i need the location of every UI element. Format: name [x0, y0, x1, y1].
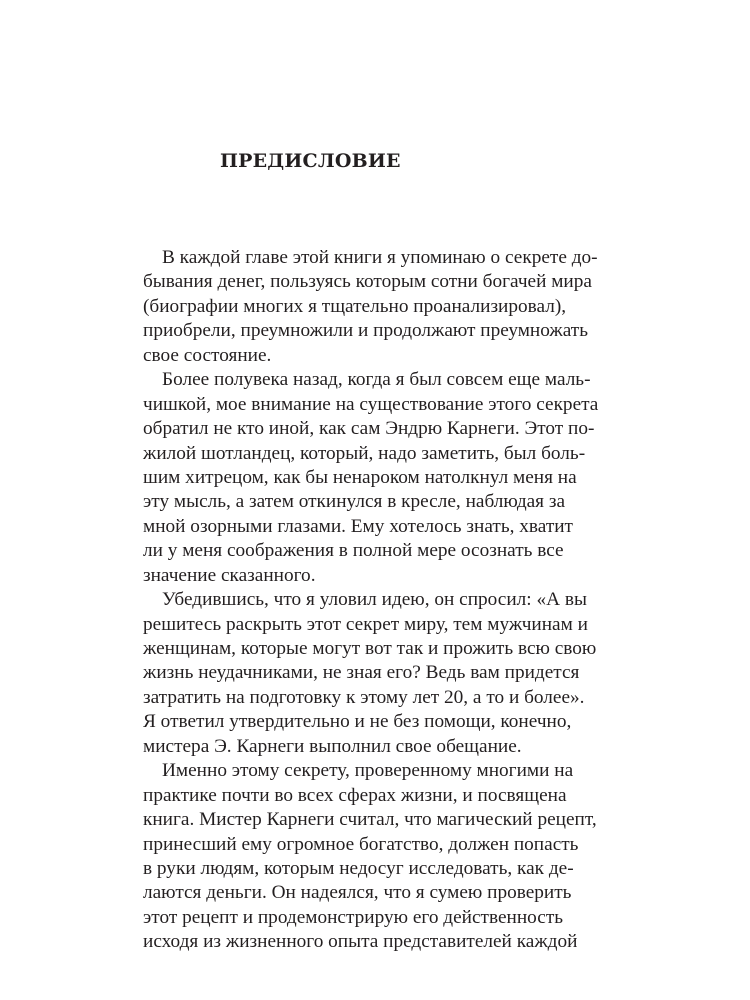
text-line: обратил не кто иной, как сам Эндрю Карнеги. Этот по-	[143, 418, 595, 440]
text-line: исходя из жизненного опыта представителей каждой	[143, 931, 578, 953]
text-line: Более полувека назад, когда я был совсем еще маль-	[162, 369, 591, 391]
text-line: решитесь раскрыть этот секрет миру, тем мужчинам и	[143, 613, 588, 635]
text-line: (биографии многих я тщательно проанализировал),	[143, 295, 567, 317]
text-line: затратить на подготовку к этому лет 20, а то и более».	[143, 686, 585, 708]
text-line: В каждой главе этой книги я упоминаю о секрете до-	[162, 247, 598, 268]
text-line: женщинам, которые могут вот так и прожить всю свою	[143, 638, 597, 659]
text-line: эту мысль, а затем откинулся в кресле, наблюдая за	[143, 491, 566, 513]
text-line: значение сказанного.	[143, 564, 316, 586]
page-title: ПРЕДИСЛОВИЕ	[220, 150, 401, 172]
text-line: ли у меня соображения в полной мере осознать все	[143, 540, 564, 562]
text-line: Убедившись, что я уловил идею, он спросил: «А вы	[162, 589, 587, 611]
text-line: книга. Мистер Карнеги считал, что магический рецепт,	[143, 809, 597, 831]
text-line: жизнь неудачниками, не зная его? Ведь вам придется	[143, 662, 580, 684]
text-line: лаются деньги. Он надеялся, что я сумею проверить	[143, 882, 572, 904]
text-line: мной озорными глазами. Ему хотелось знать, хватит	[143, 515, 573, 537]
text-line: Я ответил утвердительно и не без помощи, конечно,	[143, 711, 572, 733]
body-text	[143, 246, 599, 955]
text-line: бывания денег, пользуясь которым сотни богачей мира	[143, 271, 592, 293]
text-line: в руки людям, которым недосуг исследовать, как де-	[143, 857, 574, 879]
text-line: шим хитрецом, как бы ненароком натолкнул меня на	[143, 466, 577, 488]
text-line: жилой шотландец, который, надо заметить, был боль-	[143, 442, 586, 464]
text-line: мистера Э. Карнеги выполнил свое обещание.	[143, 735, 522, 757]
text-line: Именно этому секрету, проверенному многими на	[162, 760, 574, 782]
text-line: свое состояние.	[143, 344, 272, 366]
text-line: чишкой, мое внимание на существование этого секрета	[143, 393, 599, 415]
text-line: этот рецепт и продемонстрирую его действенность	[143, 906, 564, 928]
text-line: практике почти во всех сферах жизни, и посвящена	[143, 784, 567, 806]
text-line: принесший ему огромное богатство, должен попасть	[143, 833, 579, 855]
text-line: приобрели, преумножили и продолжают преумножать	[143, 320, 588, 342]
